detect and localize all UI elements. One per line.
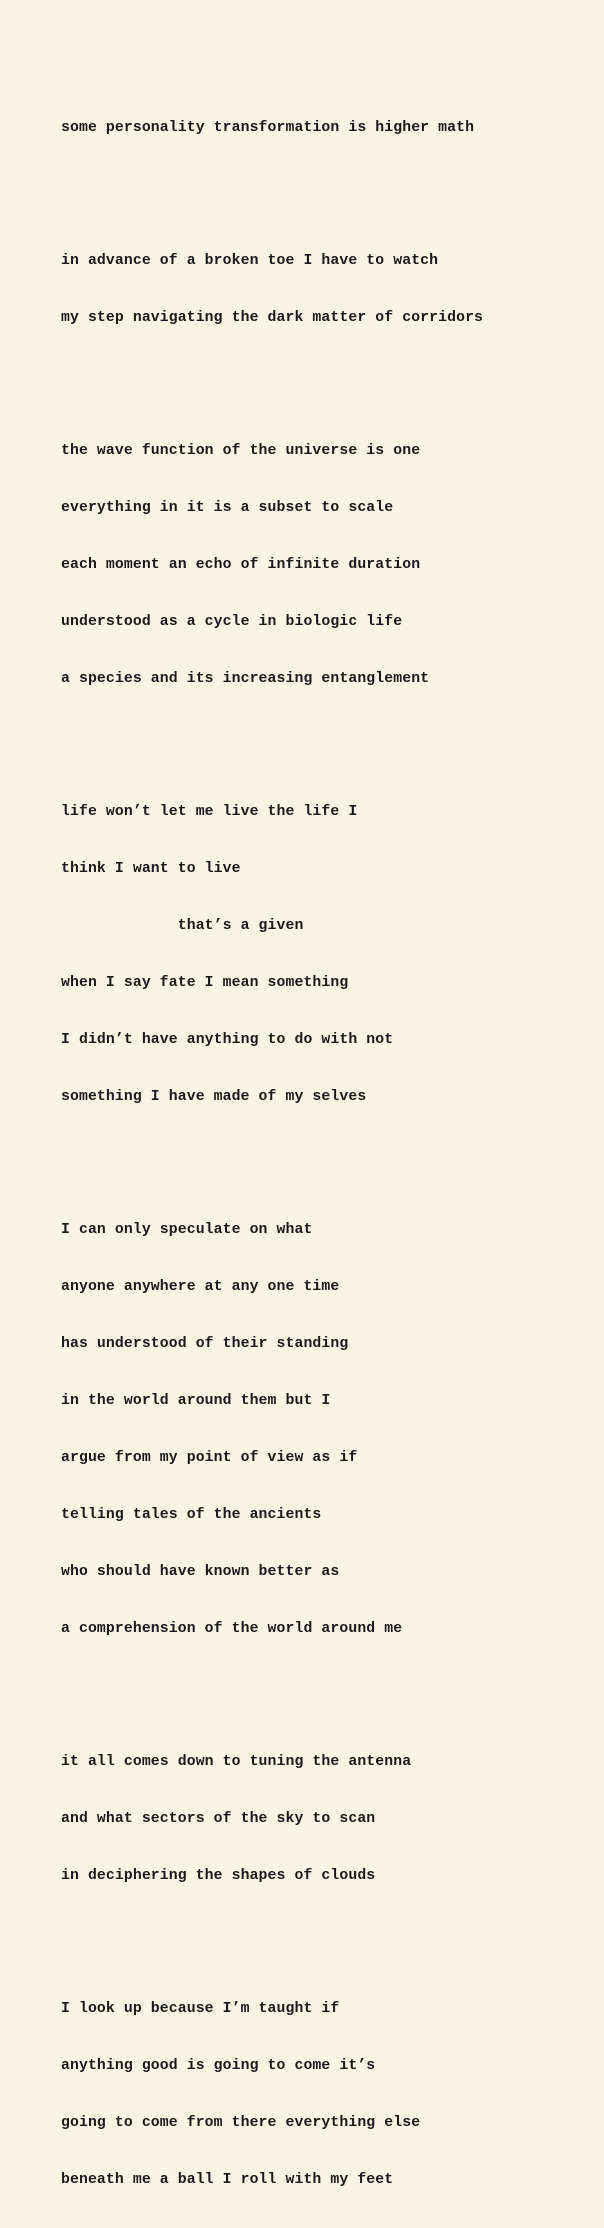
poem-line: has understood of their standing	[61, 1336, 349, 1352]
poem-line: in the world around them but I	[61, 1393, 331, 1409]
poem-line: something I have made of my selves	[61, 1089, 367, 1105]
poem-line: when I say fate I mean something	[61, 975, 349, 991]
poem-line: a comprehension of the world around me	[61, 1621, 403, 1637]
poem-line: in advance of a broken toe I have to watch	[61, 253, 439, 269]
poem-line: a species and its increasing entanglement	[61, 671, 430, 687]
poem-line: think I want to live	[61, 861, 241, 877]
poem-line: beneath me a ball I roll with my feet	[61, 2172, 394, 2188]
stanza-gap	[61, 1677, 483, 1696]
poem-line: my step navigating the dark matter of corridors	[61, 310, 484, 326]
poem-line: I can only speculate on what	[61, 1222, 313, 1238]
poem-line: everything in it is a subset to scale	[61, 500, 394, 516]
poem-line: telling tales of the ancients	[61, 1507, 322, 1523]
poem-line: that’s a given	[61, 918, 304, 934]
poem-first-line: some personality transformation is higher math	[61, 120, 475, 136]
poem-line: it all comes down to tuning the antenna	[61, 1754, 412, 1770]
poem-line: the wave function of the universe is one	[61, 443, 421, 459]
stanza-gap	[61, 176, 483, 195]
poem-text	[61, 81, 483, 2228]
stanza-gap	[61, 1145, 483, 1164]
poem-line: anything good is going to come it’s	[61, 2058, 376, 2074]
stanza-gap	[61, 727, 483, 746]
poem-line: argue from my point of view as if	[61, 1450, 358, 1466]
poem-line: I didn’t have anything to do with not	[61, 1032, 394, 1048]
poem-line: anyone anywhere at any one time	[61, 1279, 340, 1295]
poem-line: I look up because I’m taught if	[61, 2001, 340, 2017]
poem-line: each moment an echo of infinite duration	[61, 557, 421, 573]
poem-line: in deciphering the shapes of clouds	[61, 1868, 376, 1884]
poem-line: going to come from there everything else	[61, 2115, 421, 2131]
poem-line: understood as a cycle in biologic life	[61, 614, 403, 630]
stanza-gap	[61, 366, 483, 385]
stanza-gap	[61, 1924, 483, 1943]
poem-line: life won’t let me live the life I	[61, 804, 358, 820]
poem-line: who should have known better as	[61, 1564, 340, 1580]
poem-line: and what sectors of the sky to scan	[61, 1811, 376, 1827]
